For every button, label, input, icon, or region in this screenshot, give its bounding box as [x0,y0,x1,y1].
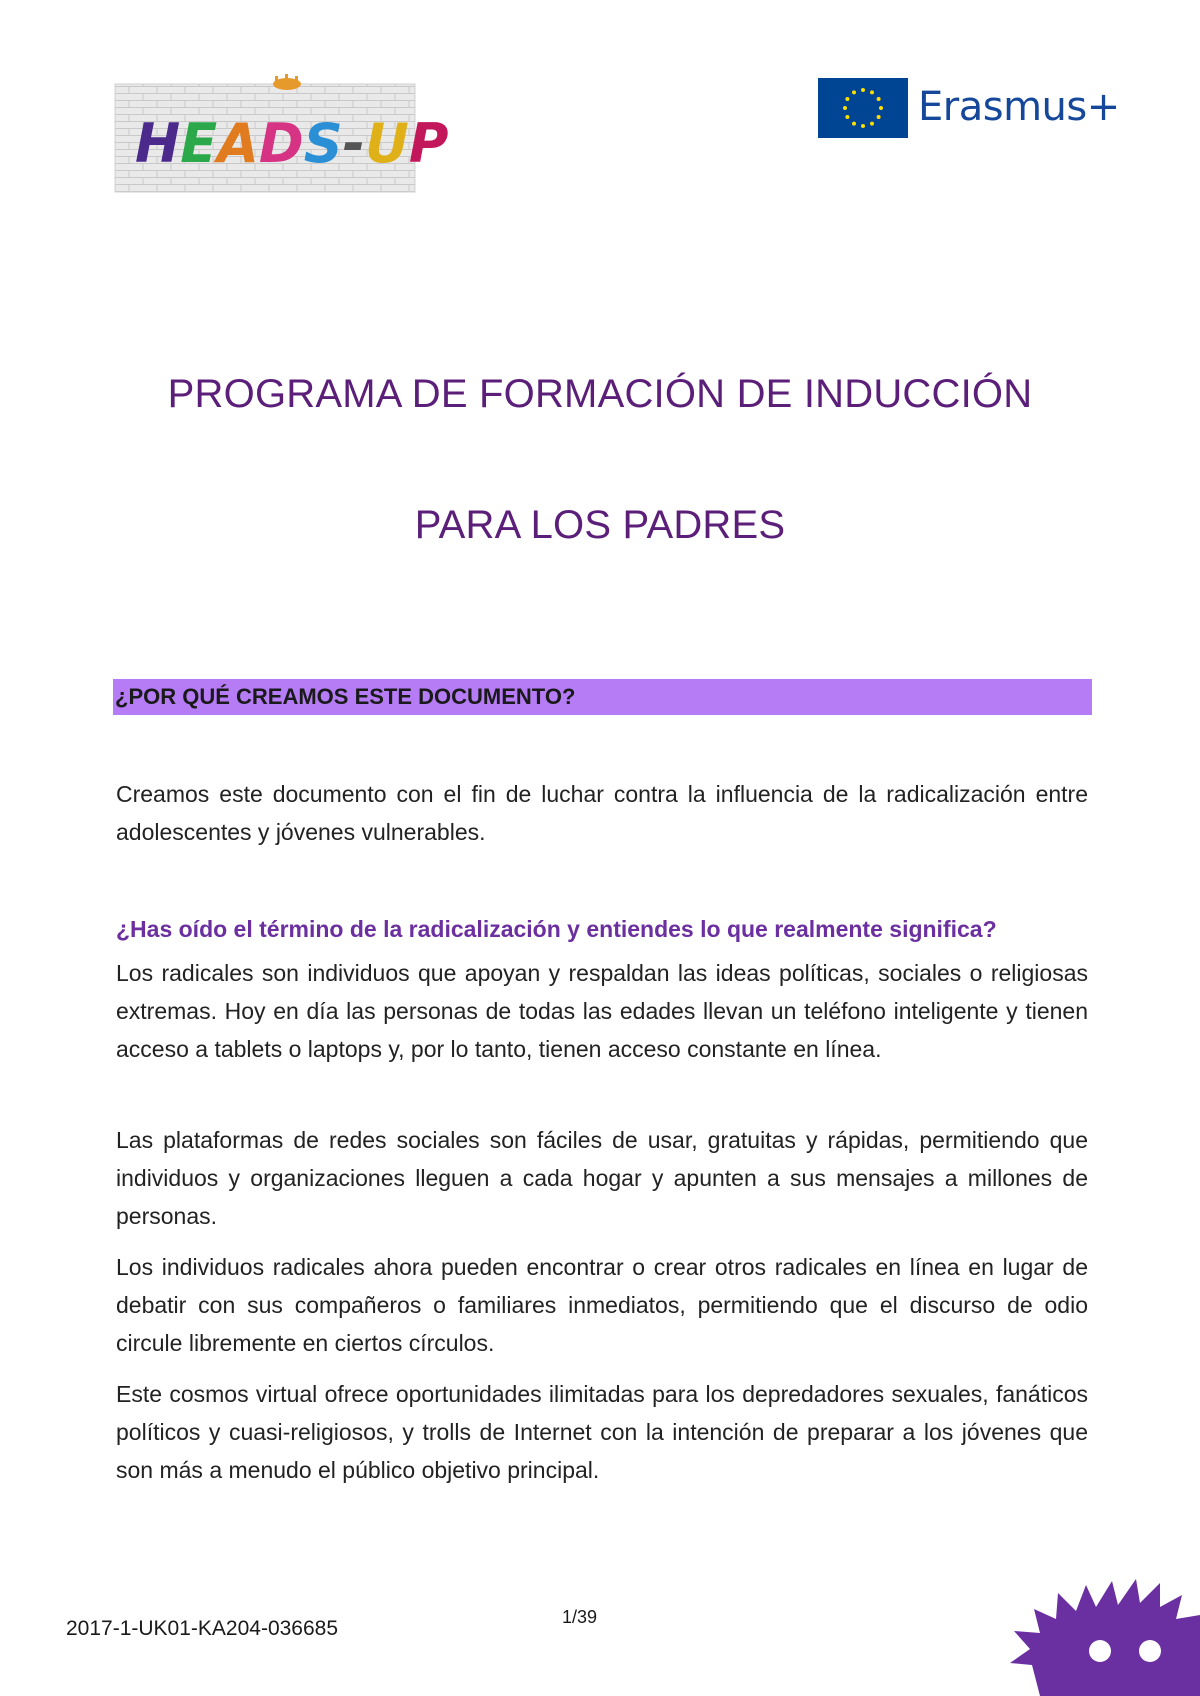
erasmus-logo-text: Erasmus+ [918,84,1120,130]
purple-monster-mascot-icon [1000,1545,1200,1696]
project-code: 2017-1-UK01-KA204-036685 [66,1617,339,1640]
page-number: 1/39 [562,1607,598,1627]
body-paragraph: Los individuos radicales ahora pueden encontrar o crear otros radicales en línea en lugar de debatir con sus compañeros o familiares inmediatos, permitiendo que el discurso de odio circule libremente en ciertos círculos. [116,1254,1088,1356]
intro-paragraph: Creamos este documento con el fin de luchar contra la influencia de la radicalización entre adolescentes y jóvenes vulnerables. [116,781,1088,845]
body-paragraph: Las plataformas de redes sociales son fáciles de usar, gratuitas y rápidas, permitiendo que individuos y organizaciones lleguen a cada hogar y apunten a sus mensajes a millones de personas. [116,1127,1088,1229]
question-heading: ¿Has oído el término de la radicalización y entiendes lo que realmente significa? [116,916,997,942]
section-heading-bar [113,679,1092,715]
body-paragraph: Los radicales son individuos que apoyan y respaldan las ideas políticas, sociales o religiosas extremas. Hoy en día las personas de todas las edades llevan un teléfono inteligente y tienen acceso a tablets o laptops y, por lo tanto, tienen acceso constante en línea. [116,960,1088,1062]
body-paragraph: Este cosmos virtual ofrece oportunidades ilimitadas para los depredadores sexuales, fanáticos políticos y cuasi-religiosos, y trolls de Internet con la intención de preparar a los jóvenes que son más a menudo el público objetivo principal. [116,1381,1088,1483]
document-title: PROGRAMA DE FORMACIÓN DE INDUCCIÓN [167,372,1033,416]
heads-up-logo [115,72,449,192]
svg-text:HEADS-UP: HEADS-UP [135,112,449,175]
section-heading: ¿POR QUÉ CREAMOS ESTE DOCUMENTO? [115,684,576,709]
eu-flag-icon [818,78,908,138]
logo-creature-icon [273,74,301,90]
erasmus-plus-logo [818,78,1118,140]
document-subtitle: PARA LOS PADRES [414,503,786,547]
